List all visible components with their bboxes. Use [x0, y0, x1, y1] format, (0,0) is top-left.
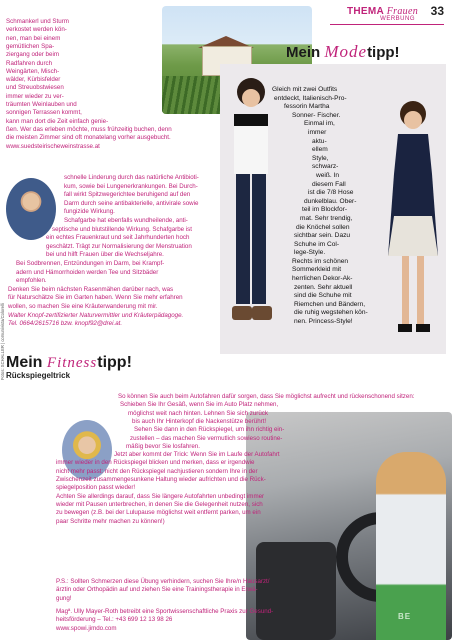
text-line: Sonner- Fischer. — [292, 111, 341, 119]
text-line: fessorin Martha — [284, 103, 330, 111]
text-line: Darm durch seine antibakterielle, antivirale sowie — [64, 199, 199, 207]
text-line: Zwischenzeit zusammengesunkene Haltung wieder aufrichten und die Rück- — [56, 476, 266, 483]
text-line: wieder mit Pausen unterbrechen, in denen Sie die Gelegenheit nutzen, sich — [56, 500, 263, 508]
text-line: Denken Sie beim nächsten Rasenmähen darüber nach, was — [8, 285, 174, 293]
website-link[interactable]: www.suedsteirischeweinstrasse.at — [6, 142, 100, 150]
text-line: gemütlichen Spa- — [6, 42, 55, 50]
text-line: immer — [308, 128, 327, 136]
text-line: empfohlen. — [16, 277, 47, 285]
text-line: nen, man bei einem — [6, 34, 61, 42]
text-line: P.S.: Sollten Schmerzen diese Übung verhindern, suchen Sie Ihre/n Hausarzt/ — [56, 578, 270, 585]
text-line: herrlichen Dekor-Ak- — [292, 275, 353, 283]
text-line: die Knöchel sollen — [296, 223, 350, 231]
text-line: die meisten Zimmer sind oft monatelang vorher ausgebucht. — [6, 134, 171, 142]
text-line: sonnigen Terrassen kommt, — [6, 109, 82, 117]
text-line: Schmankerl und Sturm — [6, 18, 69, 25]
text-line: Achten Sie allerdings darauf, dass Sie längere Autofahrten unbedingt immer — [56, 492, 265, 500]
shirt-brand-text: BE — [398, 612, 412, 621]
text-line: lege-Style. — [294, 249, 326, 257]
text-line: Schuhe im Col- — [294, 240, 340, 248]
text-line: kum, sowie bei Lungenerkrankungen. Bei Durch- — [64, 182, 198, 190]
car-driver-photo — [246, 412, 452, 640]
text-line: weiß. In — [316, 171, 340, 179]
text-line: ßen. Wer das erleben möchte, muss frühzeitig buchen, denn — [6, 125, 172, 133]
text-line: geschätzt. Trägt zur Normalisierung der Menstruation — [46, 242, 192, 250]
text-line: ärztin oder Orthopädin auf und ziehen Sie eine Trainingstherapie in Erwä- — [56, 586, 258, 594]
text-line: sichtbar sein. Dazu — [294, 232, 351, 240]
author-credit: Walter Knopf-zertifizierter Naturvermittler und Kräuterpädagoge. — [8, 311, 184, 319]
text-line: heitsförderung – Tel.: +43 699 12 13 98 26 — [56, 616, 173, 624]
mode-tip-text — [272, 86, 424, 327]
text-line: Sommerkleid mit — [292, 266, 342, 274]
text-line: sind die Schuhe mit — [294, 292, 352, 300]
text-line: und Streuobstwiesen — [6, 84, 64, 92]
contact-info: Tel. 0664/2615716 bzw. knopf92@drei.at. — [8, 320, 123, 328]
text-line: schwarz- — [312, 163, 339, 171]
text-line: nen. Princess-Style! — [294, 318, 353, 326]
text-line: septische und blutstillende Wirkung. Schafgarbe ist — [52, 225, 192, 233]
text-line: ellem — [312, 146, 328, 154]
text-line: bis auch Ihr Hinterkopf die Nackenstütze berührt! — [132, 417, 267, 425]
text-line: diesem Fall — [312, 180, 346, 188]
text-line: zustellen – das machen Sie vermutlich sowieso routine- — [130, 434, 283, 442]
text-line: fall wirkt Spitzwegerichtee beruhigend auf den — [64, 191, 191, 199]
text-line: immer wieder zu ver- — [6, 92, 64, 100]
text-line: adern und Hämorrhoiden werden Tee und Sitzbäder — [16, 268, 159, 276]
text-line: ziergang oder beim — [6, 51, 59, 59]
text-line: verkostet werden kön- — [6, 26, 67, 34]
text-line: ein echtes Frauenkraut und seit Jahrhunderten hoch — [46, 234, 190, 242]
text-line: Gleich mit zwei Outfits — [272, 86, 338, 93]
fitness-postscript — [56, 578, 269, 603]
fitness-author-info — [56, 608, 273, 633]
text-line: träumten Weinlauben und — [6, 101, 77, 108]
text-line: zenten. Sehr aktuell — [294, 283, 353, 291]
text-line: teil im Blockfor- — [302, 206, 348, 214]
text-line: Riemchen und Bändern, — [294, 300, 366, 308]
text-line: Magª. Ully Mayer-Roth betreibt eine Sportwissenschaftliche Praxis zur Gesund- — [56, 608, 274, 615]
text-line: bei und hilft Frauen über die Wechseljahre. — [46, 251, 164, 259]
text-line: Rechts im schönen — [292, 257, 349, 265]
mode-tip-title: Mein Modetipp! — [286, 42, 400, 61]
text-line: schnelle Linderung durch das natürliche Antibioti- — [64, 174, 199, 181]
text-line: Bei Sodbrennen, Entzündungen im Darm, bei Krampf- — [16, 260, 165, 267]
text-line: gung! — [56, 594, 72, 602]
text-line: spiegelposition passt wieder! — [56, 484, 136, 492]
text-line: aktu- — [312, 137, 327, 145]
text-line: die ruhig wegstehen kön- — [294, 309, 368, 317]
text-line: fungizide Wirkung. — [64, 208, 115, 216]
magazine-section-title: THEMA Frauen — [346, 6, 418, 17]
website-link[interactable]: www.spowi.jimdo.com — [56, 624, 117, 632]
fitness-tip-title: Mein Fitnesstipp! — [6, 354, 132, 371]
text-line: entdeckt, Italienisch-Pro- — [274, 94, 347, 102]
text-line: Schafgarbe hat ebenfalls wundheilende, anti- — [64, 217, 188, 224]
text-line: zu bewegen (z.B. bei der Lulupause möglichst weit entfernt parken, um ein — [56, 509, 261, 517]
page-number: 33 — [430, 4, 444, 18]
text-line: Weingärten, Misch- — [6, 67, 60, 75]
werbung-label: WERBUNG — [380, 16, 415, 22]
text-line: Style, — [312, 154, 329, 162]
text-line: Sehen Sie dann in den Rückspiegel, um ihn richtig ein- — [134, 426, 285, 434]
text-line: immer wieder in den Rückspiegel blicken und merken, dass er irgendwie — [56, 459, 255, 467]
text-line: mat. Sehr trendig, — [300, 214, 353, 222]
fitness-tip-subtitle: Rückspiegeltrick — [6, 371, 71, 380]
text-line: kann man dort die Zeit einfach genie- — [6, 117, 109, 125]
text-line: für Naturschätze Sie im Garten haben. Wenn Sie mehr erfahren — [8, 294, 183, 302]
text-line: dunkelblau. Ober- — [304, 197, 357, 205]
text-line: So können Sie auch beim Autofahren dafür sorgen, dass Sie möglichst aufrecht und rückenschonend sitzen: — [118, 393, 415, 400]
text-line: ist die 7/8 Hose — [308, 189, 354, 197]
text-line: Schieben Sie Ihr Gesäß, wenn Sie im Auto Platz nehmen, — [120, 401, 279, 409]
text-line: wälder, Kürbisfelder — [6, 76, 61, 84]
text-line: Jetzt aber kommt der Trick: Wenn Sie im Laufe der Autofahrt — [114, 451, 280, 459]
photo-credit: Fotos: SCHALLER | comunivista/Colorelli — [0, 303, 5, 380]
text-line: Radfahren durch — [6, 59, 53, 67]
text-line: Einmal im, — [304, 120, 335, 128]
text-line: nicht mehr passt: nicht den Rückspiegel nachjustieren sondern Ihre in der — [56, 467, 258, 475]
text-line: mäßig bevor Sie losfahren. — [126, 442, 200, 450]
text-line: paar Schritte mehr machen zu können!) — [56, 517, 165, 525]
text-line: wollen, so machen Sie eine Kräuterwanderung mit mir. — [8, 303, 158, 310]
text-line: möglichst weit nach hinten. Lehnen Sie sich zurück — [128, 409, 268, 417]
